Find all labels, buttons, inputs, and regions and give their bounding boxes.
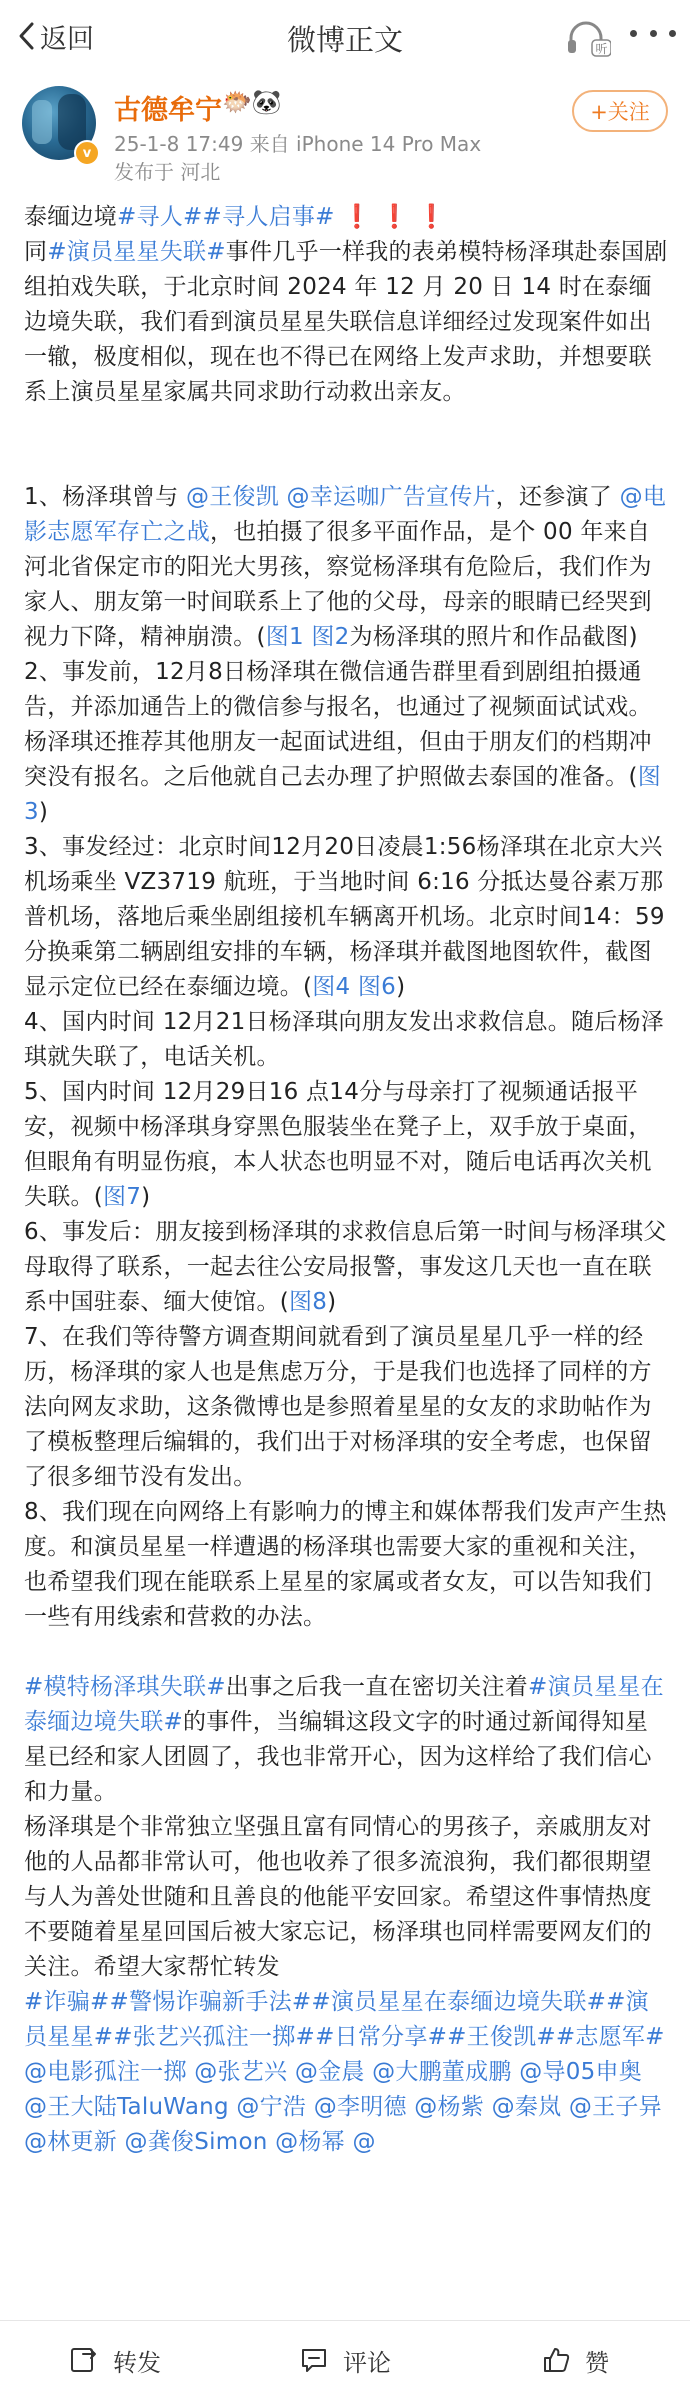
image-link[interactable]: 图1 图2 bbox=[265, 624, 350, 650]
mention-link[interactable]: @幸运咖广告宣传片 bbox=[286, 484, 496, 510]
repost-button[interactable] bbox=[0, 2321, 230, 2399]
image-link[interactable]: 图3 bbox=[24, 764, 661, 825]
more-icon bbox=[650, 30, 657, 37]
post-paragraph: 6、事发后：朋友接到杨泽琪的求救信息后第一时间与杨泽琪父母取得了联系，一起去往公安局报警，事发这几天也一直在联系中国驻泰、缅大使馆。(图8) bbox=[24, 1219, 667, 1315]
more-icon bbox=[630, 30, 637, 37]
back-label: 返回 bbox=[40, 23, 94, 55]
chevron-left-icon bbox=[16, 21, 38, 51]
hashtag-link[interactable]: #演员星星失联# bbox=[47, 239, 226, 265]
image-link[interactable]: 图7 bbox=[102, 1184, 142, 1210]
post-paragraph: #模特杨泽琪失联#出事之后我一直在密切关注着#演员星星在泰缅边境失联#的事件，当编辑这段文字的时通过新闻得知星星已经和家人团圆了，我也非常开心，因为这样给了我们信心和力量。 bbox=[24, 1674, 664, 1805]
post-paragraph: 2、事发前，12月8日杨泽琪在微信通告群里看到剧组拍摄通告，并添加通告上的微信参与报名，也通过了视频面试试戏。杨泽琪还推荐其他朋友一起面试进组，但由于朋友们的档期冲突没有报名。之后他就自己去办理了护照做去泰国的准备。(图3) bbox=[24, 659, 661, 825]
author-name[interactable]: 古德牟宁 bbox=[114, 95, 222, 126]
listen-label: 听 bbox=[595, 42, 608, 56]
hashtag-link[interactable]: #演员星星在泰缅边境失联# bbox=[24, 1674, 664, 1735]
hashtags-and-mentions[interactable]: #诈骗##警惕诈骗新手法##演员星星在泰缅边境失联##演员星星##张艺兴孤注一掷##日常分享##王俊凯##志愿军# @电影孤注一掷 @张艺兴 @金晨 @大鹏董成鹏 @导05申奥 @王大陆TaluWang @宁浩 @李明德 @杨紫 @秦岚 @王子异 @林更新 @龚俊Simon @杨幂 @ bbox=[24, 1989, 665, 2155]
mention-link[interactable]: @电影志愿军存亡之战 bbox=[24, 484, 667, 545]
post-line-1: 泰缅边境#寻人##寻人启事# ❗ ❗ ❗ bbox=[24, 204, 447, 230]
exclamation-marks: ❗ ❗ ❗ bbox=[334, 204, 447, 230]
post-source: 来自 iPhone 14 Pro Max bbox=[249, 132, 482, 156]
back-button[interactable] bbox=[16, 18, 94, 54]
author-header bbox=[0, 78, 690, 184]
post-time: 25-1-8 17:49 bbox=[114, 132, 244, 156]
hashtag-link[interactable]: #寻人启事# bbox=[202, 204, 335, 230]
hashtag-link[interactable]: #模特杨泽琪失联# bbox=[24, 1674, 226, 1700]
post-paragraph: 同#演员星星失联#事件几乎一样我的表弟模特杨泽琪赴泰国剧组拍戏失联，于北京时间 2024 年 12 月 20 日 14 时在泰缅边境失联，我们看到演员星星失联信息详细经过发现案件如出一辙，极度相似，现在也不得已在网络上发声求助，并想要联系上演员星星家属共同求助行动救出亲友。 bbox=[24, 239, 668, 405]
bottom-toolbar bbox=[0, 2320, 690, 2399]
page-title: 微博正文 bbox=[286, 23, 403, 57]
post-paragraph: 1、杨泽琪曾与 @王俊凯 @幸运咖广告宣传片，还参演了 @电影志愿军存亡之战，也拍摄了很多平面作品，是个 00 年来自河北省保定市的阳光大男孩，察觉杨泽琪有危险后，我们作为家人、朋友第一时间联系上了他的父母，母亲的眼睛已经哭到视力下降，精神崩溃。(图1 图2为杨泽琪的照片和作品截图) bbox=[24, 484, 667, 650]
thumbs-up-icon bbox=[541, 2345, 571, 2375]
like-button[interactable] bbox=[460, 2321, 690, 2399]
comment-label: 评论 bbox=[343, 2348, 391, 2377]
post-paragraph: 4、国内时间 12月21日杨泽琪向朋友发出求救信息。随后杨泽琪就失联了，电话关机。 bbox=[24, 1009, 664, 1070]
post-meta bbox=[114, 128, 481, 157]
post-paragraph: 3、事发经过：北京时间12月20日凌晨1:56杨泽琪在北京大兴机场乘坐 VZ3719 航班，于当地时间 6:16 分抵达曼谷素万那普机场，落地后乘坐剧组接机车辆离开机场。北京时间14：59 分换乘第二辆剧组安排的车辆，杨泽琪并截图地图软件，截图显示定位已经在泰缅边境。(图4 图6) bbox=[24, 834, 665, 1000]
headphones-icon bbox=[565, 18, 611, 58]
like-label: 赞 bbox=[585, 2348, 609, 2377]
post-paragraph: 杨泽琪是个非常独立坚强且富有同情心的男孩子，亲戚朋友对他的人品都非常认可，他也收养了很多流浪狗，我们都很期望与人为善处世随和且善良的他能平安回家。希望这件事情热度不要随着星星回国后被大家忘记，杨泽琪也同样需要网友们的关注。希望大家帮忙转发 bbox=[24, 1814, 652, 1980]
post-paragraph: 7、在我们等待警方调查期间就看到了演员星星几乎一样的经历，杨泽琪的家人也是焦虑万分，于是我们也选择了同样的方法向网友求助，这条微博也是参照着星星的女友的求助帖作为了模板整理后编辑的，我们出于对杨泽琪的安全考虑，也保留了很多细节没有发出。 bbox=[24, 1324, 652, 1490]
verified-badge-icon: v bbox=[74, 140, 100, 166]
post-location: 发布于 河北 bbox=[114, 160, 221, 184]
post-paragraph: 8、我们现在向网络上有影响力的博主和媒体帮我们发声产生热度。和演员星星一样遭遇的杨泽琪也需要大家的重视和关注，也希望我们现在能联系上星星的家属或者女友，可以告知我们一些有用线索和营救的办法。 bbox=[24, 1499, 667, 1630]
comment-icon bbox=[299, 2345, 329, 2375]
mention-link[interactable]: @王俊凯 bbox=[185, 484, 279, 510]
top-nav-bar bbox=[0, 0, 690, 72]
repost-icon bbox=[69, 2345, 99, 2375]
listen-button[interactable] bbox=[565, 18, 611, 58]
author-emoji-badges: 🐡🐼 bbox=[222, 88, 282, 116]
post-paragraph: 5、国内时间 12月29日16 点14分与母亲打了视频通话报平安，视频中杨泽琪身穿黑色服装坐在凳子上，双手放于桌面，但眼角有明显伤痕，本人状态也明显不对，随后电话再次关机失联。(图7) bbox=[24, 1079, 652, 1210]
follow-button[interactable]: +关注 bbox=[572, 90, 668, 132]
avatar-highlight bbox=[32, 100, 52, 144]
post-body bbox=[24, 200, 668, 2160]
more-button[interactable] bbox=[630, 30, 676, 44]
image-link[interactable]: 图4 图6 bbox=[312, 974, 397, 1000]
image-link[interactable]: 图8 bbox=[288, 1289, 328, 1315]
repost-label: 转发 bbox=[113, 2348, 161, 2377]
more-icon bbox=[669, 30, 676, 37]
hashtag-link[interactable]: #寻人# bbox=[117, 204, 203, 230]
comment-button[interactable] bbox=[230, 2321, 460, 2399]
